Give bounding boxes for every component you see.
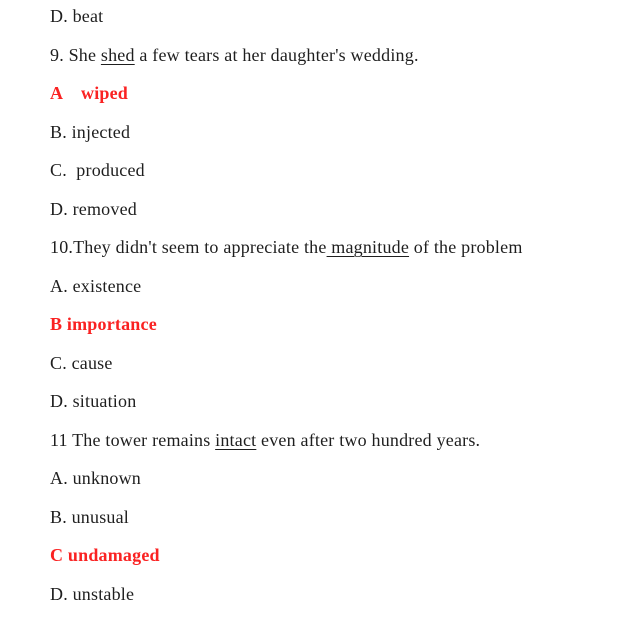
question-line	[50, 228, 610, 267]
question-text: 10.They didn't seem to appreciate the	[50, 237, 327, 257]
question-text: 9. She	[50, 44, 101, 65]
option-line: D. removed	[50, 198, 137, 219]
question-text: 11 The tower remains	[50, 429, 216, 450]
option-line: B. injected	[50, 121, 131, 142]
question-line	[50, 36, 610, 75]
answer-line: C undamaged	[50, 545, 160, 565]
option-line: B. unusual	[50, 506, 130, 527]
question-text: of the problem	[409, 237, 523, 257]
option-line: A. existence	[50, 275, 142, 296]
answer-line: B importance	[50, 314, 157, 334]
option-line: D. beat	[50, 6, 104, 26]
question-text: even after two hundred years.	[256, 429, 481, 450]
underlined-word: magnitude	[326, 237, 410, 257]
option-line: D. situation	[50, 391, 137, 411]
option-line: C. cause	[50, 352, 113, 373]
answer-line: A wiped	[50, 83, 129, 103]
underlined-word: intact	[215, 429, 257, 450]
option-line: D. unstable	[50, 583, 135, 604]
question-text: a few tears at her daughter's wedding.	[134, 44, 419, 65]
option-line: A. unknown	[50, 468, 141, 488]
option-line: C. produced	[50, 160, 145, 180]
question-line	[50, 421, 610, 460]
underlined-word: shed	[100, 44, 135, 65]
